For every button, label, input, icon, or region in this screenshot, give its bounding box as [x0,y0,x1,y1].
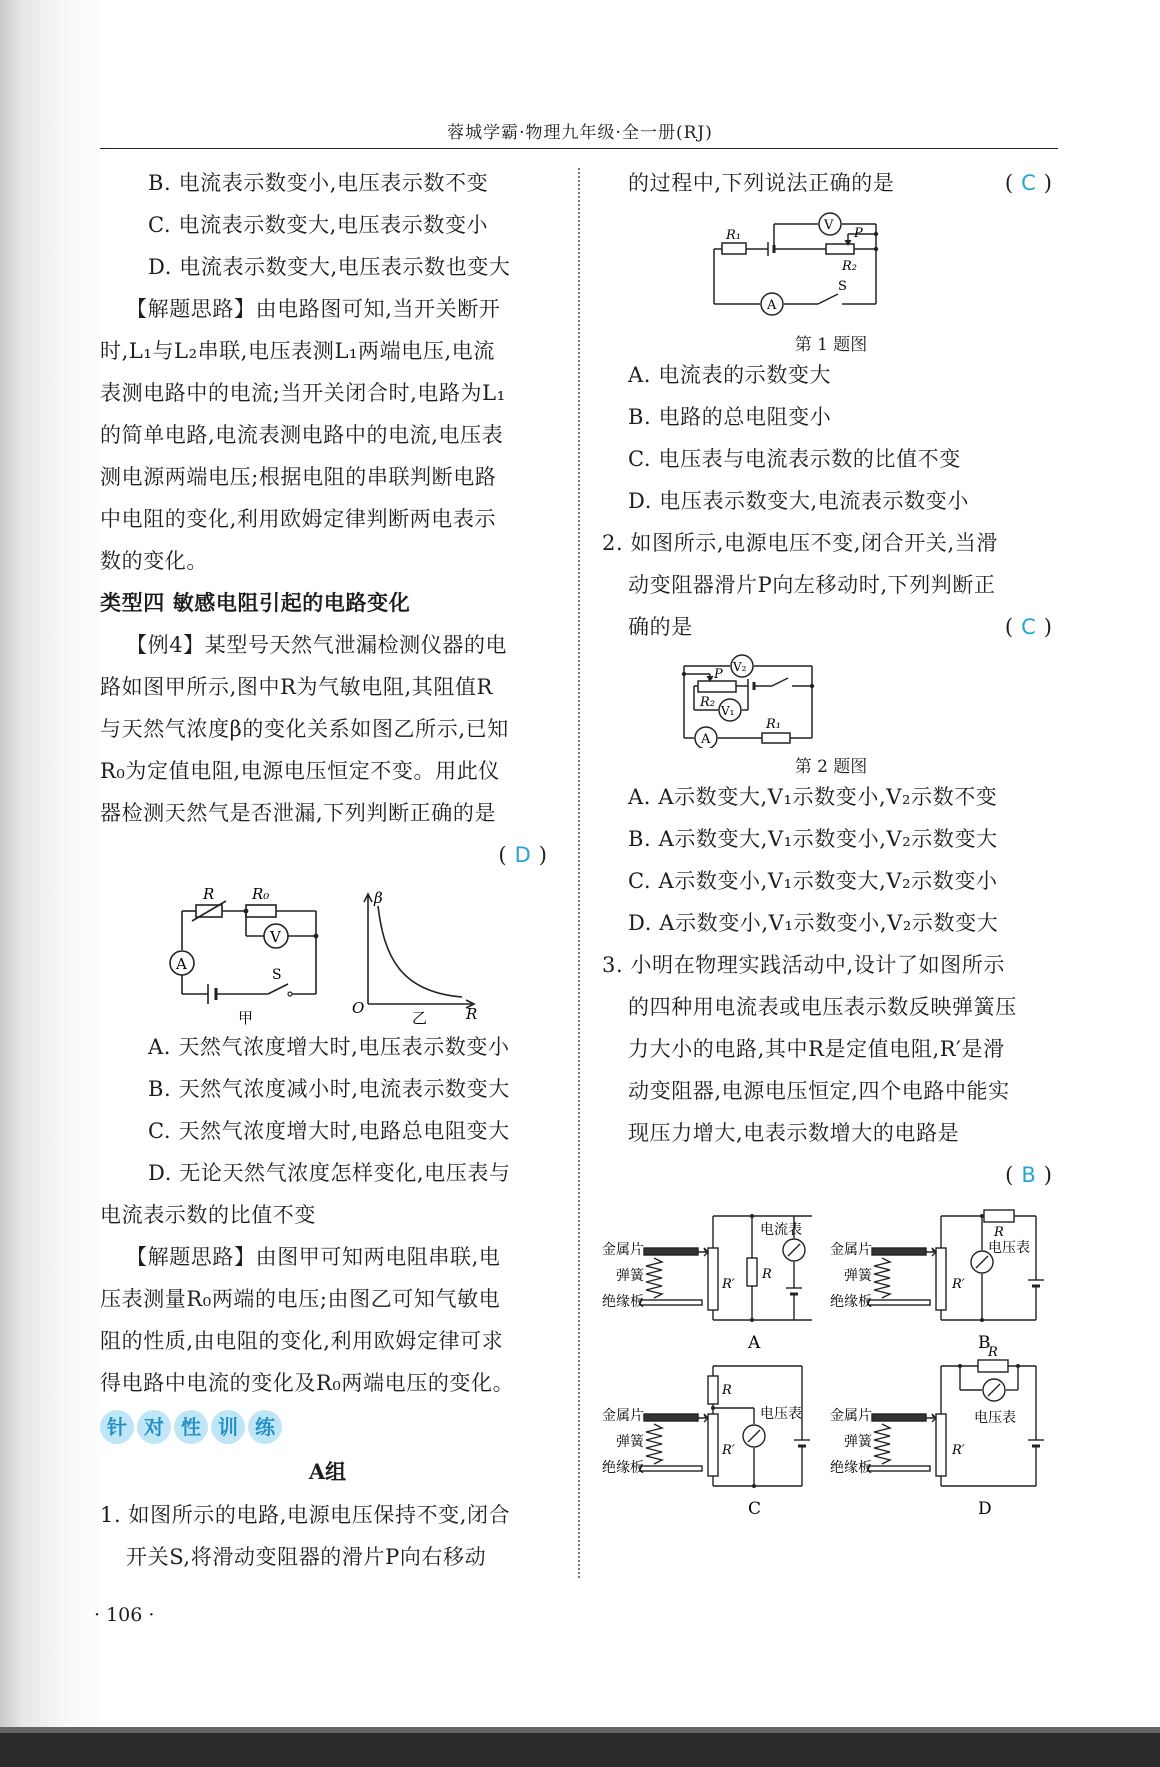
label-r0: R₀ [252,885,270,903]
circuit-and-graph [100,876,555,1026]
label-v: V [824,218,834,233]
answer-value: C [1021,615,1044,639]
analysis-line: 的简单电路,电流表测电路中的电流,电压表 [100,423,504,447]
option: B. A示数变大,V₁示数变小,V₂示数变大 [628,827,998,851]
panel-label-d: D [978,1499,992,1519]
label-s: S [272,967,282,983]
analysis-line: 压表测量R₀两端的电压;由图乙可知气敏电 [100,1287,501,1311]
question-line: 确的是 [628,615,693,639]
option: C. A示数变小,V₁示数变大,V₂示数变小 [628,869,998,893]
label-insul: 绝缘板 [602,1460,644,1476]
label-metal: 金属片 [830,1242,872,1258]
analysis-line: 时,L₁与L₂串联,电压表测L₁两端电压,电流 [100,339,495,363]
example-line: 与天然气浓度β的变化关系如图乙所示,已知 [100,717,509,741]
badge-char: 性 [174,1410,208,1444]
label-spring: 弹簧 [616,1434,644,1450]
option: D. 电压表示数变大,电流表示数变小 [628,489,969,513]
analysis-2 [100,1236,555,1404]
label-origin: O [352,999,365,1017]
label-r2: R₂ [842,259,857,274]
label-metal: 金属片 [602,1242,644,1258]
question-line: 2. 如图所示,电源电压不变,闭合开关,当滑 [602,531,998,555]
label-voltmeter: 电压表 [988,1240,1030,1256]
label-p: P [854,226,863,241]
panel-label-b: B [978,1333,991,1353]
question-line: 3. 小明在物理实践活动中,设计了如图所示 [602,953,1005,977]
answer-bracket: (B) [1005,1163,1060,1187]
badge-char: 对 [137,1410,171,1444]
question-2 [602,522,1060,648]
left-column [100,162,555,1578]
question-line: 动变阻器,电源电压恒定,四个电路中能实 [628,1079,1010,1103]
label-spring: 弹簧 [844,1268,872,1284]
analysis-line: 【解题思路】由电路图可知,当开关断开 [126,297,501,321]
figure-q2 [602,648,1060,776]
spring-circuits [602,1196,1060,1526]
section-badge [100,1410,285,1444]
figure-caption: 第 2 题图 [794,757,868,777]
panel-label-c: C [748,1499,762,1519]
label-r2: R₂ [700,695,715,710]
label-rp: R′ [722,1277,735,1292]
label-jia: 甲 [238,1009,254,1026]
option: A. 电流表的示数变大 [628,363,832,387]
answer-bracket: (D) [498,843,555,867]
column-divider [578,168,580,1578]
answer-bracket: (C) [1004,171,1060,195]
label-beta: β [374,889,383,907]
option: A. 天然气浓度增大时,电压表示数变小 [148,1035,510,1059]
figure-caption: 第 1 题图 [794,335,868,355]
label-v1: V₁ [721,704,735,718]
analysis-line: 表测电路中的电流;当开关闭合时,电路为L₁ [100,381,506,405]
example-line: 器检测天然气是否泄漏,下列判断正确的是 [100,801,497,825]
label-r-axis: R [466,1005,478,1023]
label-r1: R₁ [766,717,781,732]
option-cont: 电流表示数的比值不变 [100,1203,316,1227]
question-line: 力大小的电路,其中R是定值电阻,R′是滑 [628,1037,1005,1061]
answer-value: D [514,843,539,867]
page-number: · 106 · [94,1604,155,1626]
figure-example-4 [100,876,555,1026]
label-r: R [722,1383,732,1398]
label-yi: 乙 [412,1009,428,1026]
label-metal: 金属片 [830,1408,872,1424]
question-line: 的四种用电流表或电压表示数反映弹簧压 [628,995,1017,1019]
example-4-options [100,1026,555,1236]
badge-char: 练 [248,1410,282,1444]
label-r: R [762,1267,772,1282]
figure-q3 [602,1196,1060,1526]
analysis-line: 数的变化。 [100,549,208,573]
analysis-line: 测电源两端电压;根据电阻的串联判断电路 [100,465,497,489]
example-line: R₀为定值电阻,电源电压恒定不变。用此仪 [100,759,500,783]
circuit-q2 [602,648,1060,748]
label-voltmeter: 电压表 [974,1410,1016,1426]
analysis-line: 阻的性质,由电阻的变化,利用欧姆定律可求 [100,1329,504,1353]
option: C. 天然气浓度增大时,电路总电阻变大 [148,1119,510,1143]
section-heading: 类型四 敏感电阻引起的电路变化 [100,590,411,615]
label-insul: 绝缘板 [830,1460,872,1476]
group-label: A组 [308,1459,347,1484]
question-1-options [602,354,1060,522]
label-s: S [838,279,847,294]
label-r1: R₁ [726,228,741,243]
analysis-line: 【解题思路】由图甲可知两电阻串联,电 [126,1245,501,1269]
analysis-1 [100,288,555,582]
panel-b [868,1210,1044,1320]
label-a: A [767,298,777,313]
label-r: R [203,885,215,903]
option: D. 无论天然气浓度怎样变化,电压表与 [148,1161,511,1185]
label-ammeter: 电流表 [760,1222,802,1238]
right-column [602,162,1060,1526]
question-line-last [602,606,1060,648]
answer-bracket: (C) [1004,615,1060,639]
example-4 [100,624,555,876]
panel-d [868,1360,1044,1486]
label-v2: V₂ [733,660,747,674]
panel-label-a: A [748,1333,761,1353]
answer-line [100,834,555,876]
question-line: 1. 如图所示的电路,电源电压保持不变,闭合 [100,1503,511,1527]
question-3 [602,944,1060,1196]
bottom-bar [0,1727,1160,1767]
label-voltmeter: 电压表 [760,1406,802,1422]
question-line: 的过程中,下列说法正确的是 [628,171,895,195]
badge-char: 训 [211,1410,245,1444]
circuit-q1 [602,204,1060,326]
question-line: 现压力增大,电表示数增大的电路是 [628,1121,960,1145]
question-2-options [602,776,1060,944]
option: C. 电压表与电流表示数的比值不变 [628,447,961,471]
answer-value: B [1021,1163,1044,1187]
label-a: A [701,732,711,747]
question-line: 开关S,将滑动变阻器的滑片P向右移动 [126,1545,487,1569]
option: B. 电路的总电阻变小 [628,405,832,429]
option: A. A示数变大,V₁示数变小,V₂示数不变 [628,785,998,809]
option-b-prev: B. 电流表示数变小,电压表示数不变 [148,171,489,195]
label-rp: R′ [952,1443,965,1458]
badge-char: 针 [100,1410,134,1444]
question-1-cont [602,162,1060,204]
header-rule [100,148,1058,149]
label-spring: 弹簧 [616,1268,644,1284]
label-a: A [176,955,187,973]
label-rp: R′ [722,1443,735,1458]
option-c-prev: C. 电流表示数变大,电压表示数变小 [148,213,489,237]
option: D. A示数变小,V₁示数变小,V₂示数变大 [628,911,999,935]
option: B. 天然气浓度减小时,电流表示数变大 [148,1077,510,1101]
label-v: V [270,928,281,946]
figure-q1 [602,204,1060,354]
question-1 [100,1494,555,1578]
answer-line [602,1154,1060,1196]
label-rp: R′ [952,1277,965,1292]
answer-value: C [1021,171,1044,195]
label-r: R [994,1225,1004,1240]
label-metal: 金属片 [602,1408,644,1424]
label-insul: 绝缘板 [602,1294,644,1310]
label-p: P [714,667,723,682]
running-header: 蓉城学霸·物理九年级·全一册(RJ) [447,123,713,143]
label-r: R [988,1345,998,1360]
analysis-line: 得电路中电流的变化及R₀两端电压的变化。 [100,1371,515,1395]
analysis-line: 中电阻的变化,利用欧姆定律判断两电表示 [100,507,497,531]
label-insul: 绝缘板 [830,1294,872,1310]
option-d-prev: D. 电流表示数变大,电压表示数也变大 [148,255,511,279]
label-spring: 弹簧 [844,1434,872,1450]
example-line: 【例4】某型号天然气泄漏检测仪器的电 [126,633,508,657]
example-line: 路如图甲所示,图中R为气敏电阻,其阻值R [100,675,493,699]
question-line: 动变阻器滑片P向左移动时,下列判断正 [628,573,996,597]
